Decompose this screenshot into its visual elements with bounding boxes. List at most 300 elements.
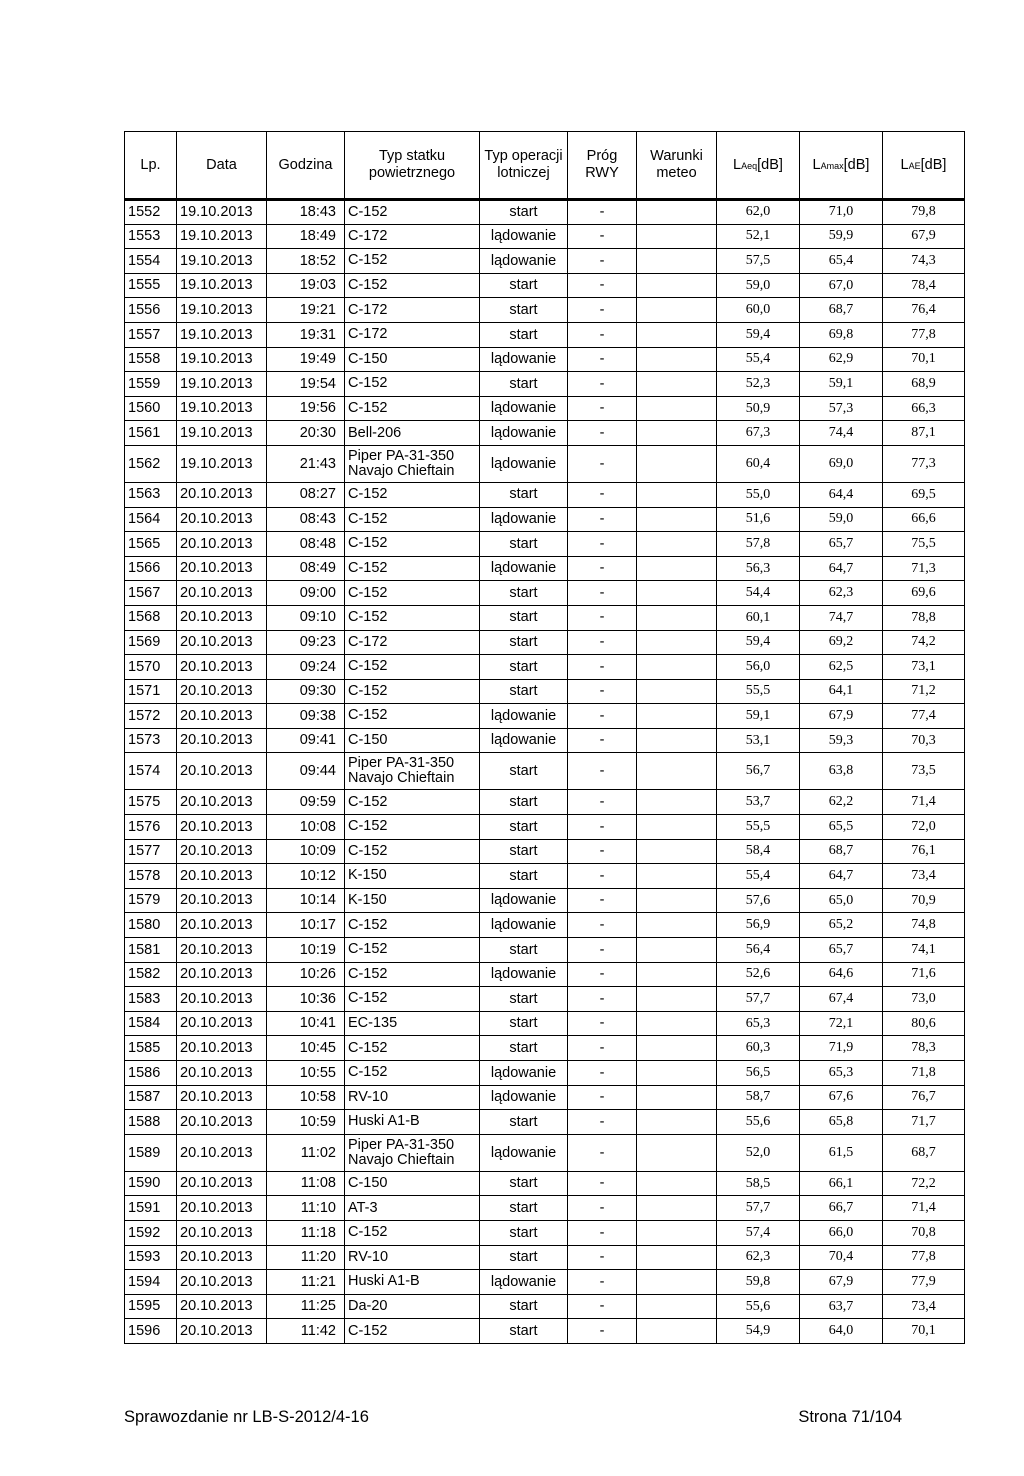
cell-data: 19.10.2013	[177, 445, 267, 482]
cell-prog-rwy: -	[568, 888, 637, 913]
table-row	[125, 1085, 965, 1110]
cell-typ-operacji: start	[480, 938, 568, 963]
cell-typ-operacji: start	[480, 987, 568, 1012]
cell-godzina: 10:45	[267, 1036, 345, 1061]
cell-laeq: 57,6	[717, 888, 800, 913]
cell-lae: 71,2	[883, 679, 965, 704]
cell-data: 19.10.2013	[177, 200, 267, 225]
cell-lae: 70,1	[883, 1319, 965, 1344]
cell-typ-statku: Piper PA-31-350 Navajo Chieftain	[345, 753, 480, 790]
cell-godzina: 09:41	[267, 728, 345, 753]
cell-typ-statku: C-172	[345, 298, 480, 323]
cell-godzina: 20:30	[267, 421, 345, 446]
cell-laeq: 59,8	[717, 1270, 800, 1295]
cell-typ-operacji: lądowanie	[480, 224, 568, 249]
header-warunki-meteo: Warunki meteo	[637, 132, 717, 200]
cell-laeq: 60,0	[717, 298, 800, 323]
table-row	[125, 421, 965, 446]
cell-lae: 71,7	[883, 1110, 965, 1135]
cell-prog-rwy: -	[568, 1085, 637, 1110]
table-row	[125, 200, 965, 225]
cell-lamax: 69,8	[800, 322, 883, 347]
cell-typ-operacji: start	[480, 1036, 568, 1061]
cell-lamax: 66,1	[800, 1171, 883, 1196]
cell-prog-rwy: -	[568, 1245, 637, 1270]
cell-lamax: 65,8	[800, 1110, 883, 1135]
cell-warunki-meteo	[637, 1245, 717, 1270]
cell-typ-statku: C-152	[345, 605, 480, 630]
cell-data: 20.10.2013	[177, 704, 267, 729]
cell-typ-operacji: lądowanie	[480, 347, 568, 372]
table-row	[125, 728, 965, 753]
table-row	[125, 322, 965, 347]
cell-prog-rwy: -	[568, 1220, 637, 1245]
cell-typ-statku: RV-10	[345, 1085, 480, 1110]
cell-lamax: 59,9	[800, 224, 883, 249]
cell-typ-statku: C-152	[345, 987, 480, 1012]
cell-typ-operacji: lądowanie	[480, 728, 568, 753]
cell-lamax: 62,9	[800, 347, 883, 372]
cell-lamax: 63,8	[800, 753, 883, 790]
cell-lp: 1560	[125, 396, 177, 421]
header-typ-statku: Typ statku powietrznego	[345, 132, 480, 200]
cell-warunki-meteo	[637, 224, 717, 249]
cell-data: 20.10.2013	[177, 1294, 267, 1319]
cell-warunki-meteo	[637, 655, 717, 680]
cell-lp: 1575	[125, 790, 177, 815]
cell-godzina: 10:14	[267, 888, 345, 913]
cell-laeq: 54,4	[717, 581, 800, 606]
cell-godzina: 10:08	[267, 815, 345, 840]
header-lp: Lp.	[125, 132, 177, 200]
cell-godzina: 09:30	[267, 679, 345, 704]
cell-lp: 1581	[125, 938, 177, 963]
cell-data: 20.10.2013	[177, 790, 267, 815]
cell-lamax: 67,9	[800, 704, 883, 729]
cell-typ-operacji: start	[480, 273, 568, 298]
cell-lp: 1591	[125, 1196, 177, 1221]
cell-typ-operacji: lądowanie	[480, 445, 568, 482]
cell-lp: 1595	[125, 1294, 177, 1319]
cell-laeq: 56,7	[717, 753, 800, 790]
cell-lp: 1592	[125, 1220, 177, 1245]
cell-godzina: 09:38	[267, 704, 345, 729]
cell-lae: 78,4	[883, 273, 965, 298]
cell-typ-operacji: lądowanie	[480, 396, 568, 421]
cell-lamax: 65,2	[800, 913, 883, 938]
cell-prog-rwy: -	[568, 556, 637, 581]
cell-lp: 1569	[125, 630, 177, 655]
cell-godzina: 08:48	[267, 532, 345, 557]
cell-prog-rwy: -	[568, 273, 637, 298]
cell-typ-statku: C-172	[345, 224, 480, 249]
cell-typ-operacji: start	[480, 482, 568, 507]
cell-prog-rwy: -	[568, 224, 637, 249]
cell-laeq: 60,1	[717, 605, 800, 630]
cell-lp: 1564	[125, 507, 177, 532]
cell-lamax: 66,0	[800, 1220, 883, 1245]
cell-prog-rwy: -	[568, 987, 637, 1012]
cell-lamax: 62,5	[800, 655, 883, 680]
cell-lp: 1574	[125, 753, 177, 790]
header-data: Data	[177, 132, 267, 200]
cell-laeq: 52,3	[717, 372, 800, 397]
cell-typ-operacji: start	[480, 200, 568, 225]
cell-laeq: 57,7	[717, 1196, 800, 1221]
table-row	[125, 938, 965, 963]
cell-warunki-meteo	[637, 1134, 717, 1171]
cell-typ-statku: C-152	[345, 655, 480, 680]
table-row	[125, 1134, 965, 1171]
cell-data: 19.10.2013	[177, 421, 267, 446]
table-row	[125, 704, 965, 729]
cell-warunki-meteo	[637, 704, 717, 729]
cell-warunki-meteo	[637, 1270, 717, 1295]
cell-data: 20.10.2013	[177, 913, 267, 938]
cell-warunki-meteo	[637, 507, 717, 532]
cell-warunki-meteo	[637, 753, 717, 790]
cell-typ-operacji: start	[480, 790, 568, 815]
cell-lae: 74,3	[883, 249, 965, 274]
cell-data: 20.10.2013	[177, 888, 267, 913]
cell-lamax: 64,4	[800, 482, 883, 507]
cell-laeq: 59,0	[717, 273, 800, 298]
cell-lp: 1568	[125, 605, 177, 630]
cell-godzina: 08:43	[267, 507, 345, 532]
cell-lamax: 67,9	[800, 1270, 883, 1295]
cell-laeq: 56,3	[717, 556, 800, 581]
table-row	[125, 630, 965, 655]
cell-laeq: 57,4	[717, 1220, 800, 1245]
cell-typ-statku: C-172	[345, 630, 480, 655]
cell-warunki-meteo	[637, 1220, 717, 1245]
cell-lae: 74,2	[883, 630, 965, 655]
cell-warunki-meteo	[637, 839, 717, 864]
table-row	[125, 1319, 965, 1344]
cell-typ-statku: K-150	[345, 888, 480, 913]
header-lae-unit: [dB]	[920, 156, 947, 173]
cell-typ-statku: C-152	[345, 581, 480, 606]
cell-lae: 72,2	[883, 1171, 965, 1196]
cell-typ-statku: Piper PA-31-350 Navajo Chieftain	[345, 445, 480, 482]
cell-data: 20.10.2013	[177, 532, 267, 557]
header-lamax	[800, 132, 883, 200]
cell-typ-operacji: start	[480, 839, 568, 864]
cell-godzina: 21:43	[267, 445, 345, 482]
cell-godzina: 10:19	[267, 938, 345, 963]
cell-godzina: 09:24	[267, 655, 345, 680]
header-lae	[883, 132, 965, 200]
cell-prog-rwy: -	[568, 1061, 637, 1086]
table-row	[125, 655, 965, 680]
cell-laeq: 54,9	[717, 1319, 800, 1344]
page-number: Strona 71/104	[798, 1408, 902, 1426]
report-number: Sprawozdanie nr LB-S-2012/4-16	[124, 1408, 369, 1426]
cell-lae: 73,4	[883, 1294, 965, 1319]
cell-laeq: 67,3	[717, 421, 800, 446]
cell-warunki-meteo	[637, 679, 717, 704]
cell-data: 19.10.2013	[177, 249, 267, 274]
noise-measurement-table	[124, 131, 965, 1344]
cell-godzina: 19:49	[267, 347, 345, 372]
cell-lae: 71,4	[883, 790, 965, 815]
table-row	[125, 581, 965, 606]
cell-lp: 1562	[125, 445, 177, 482]
cell-data: 20.10.2013	[177, 1270, 267, 1295]
cell-typ-operacji: start	[480, 322, 568, 347]
cell-warunki-meteo	[637, 581, 717, 606]
cell-laeq: 55,5	[717, 815, 800, 840]
cell-godzina: 09:59	[267, 790, 345, 815]
cell-prog-rwy: -	[568, 728, 637, 753]
cell-lae: 68,7	[883, 1134, 965, 1171]
header-lamax-main: L	[812, 156, 821, 173]
cell-laeq: 59,4	[717, 322, 800, 347]
cell-prog-rwy: -	[568, 1319, 637, 1344]
table-row	[125, 1220, 965, 1245]
cell-laeq: 57,5	[717, 249, 800, 274]
cell-data: 20.10.2013	[177, 605, 267, 630]
cell-prog-rwy: -	[568, 753, 637, 790]
table-row	[125, 839, 965, 864]
table-row	[125, 249, 965, 274]
cell-data: 19.10.2013	[177, 224, 267, 249]
cell-laeq: 52,6	[717, 962, 800, 987]
cell-data: 19.10.2013	[177, 322, 267, 347]
cell-lae: 72,0	[883, 815, 965, 840]
cell-laeq: 52,1	[717, 224, 800, 249]
cell-lamax: 59,0	[800, 507, 883, 532]
cell-godzina: 19:56	[267, 396, 345, 421]
cell-warunki-meteo	[637, 556, 717, 581]
cell-lamax: 71,0	[800, 200, 883, 225]
cell-typ-statku: C-152	[345, 532, 480, 557]
cell-lp: 1554	[125, 249, 177, 274]
cell-prog-rwy: -	[568, 1171, 637, 1196]
cell-typ-statku: Piper PA-31-350 Navajo Chieftain	[345, 1134, 480, 1171]
cell-warunki-meteo	[637, 728, 717, 753]
cell-typ-operacji: start	[480, 1220, 568, 1245]
table-row	[125, 753, 965, 790]
cell-laeq: 52,0	[717, 1134, 800, 1171]
cell-data: 20.10.2013	[177, 728, 267, 753]
cell-lae: 71,4	[883, 1196, 965, 1221]
cell-laeq: 56,9	[717, 913, 800, 938]
cell-warunki-meteo	[637, 421, 717, 446]
cell-warunki-meteo	[637, 1011, 717, 1036]
cell-lae: 76,1	[883, 839, 965, 864]
cell-lae: 73,4	[883, 864, 965, 889]
cell-typ-statku: K-150	[345, 864, 480, 889]
cell-prog-rwy: -	[568, 347, 637, 372]
cell-data: 20.10.2013	[177, 938, 267, 963]
cell-lae: 70,3	[883, 728, 965, 753]
cell-lae: 77,8	[883, 1245, 965, 1270]
cell-typ-statku: Bell-206	[345, 421, 480, 446]
cell-warunki-meteo	[637, 790, 717, 815]
cell-prog-rwy: -	[568, 298, 637, 323]
cell-prog-rwy: -	[568, 679, 637, 704]
cell-warunki-meteo	[637, 1085, 717, 1110]
cell-typ-operacji: start	[480, 815, 568, 840]
cell-typ-operacji: lądowanie	[480, 1134, 568, 1171]
cell-lp: 1573	[125, 728, 177, 753]
cell-godzina: 11:21	[267, 1270, 345, 1295]
cell-data: 20.10.2013	[177, 1196, 267, 1221]
cell-godzina: 19:31	[267, 322, 345, 347]
header-lae-sub: AE	[908, 160, 921, 171]
cell-warunki-meteo	[637, 445, 717, 482]
table-row	[125, 1110, 965, 1135]
header-laeq-main: L	[733, 156, 742, 173]
table-body	[125, 200, 965, 1344]
table-row	[125, 347, 965, 372]
cell-laeq: 51,6	[717, 507, 800, 532]
cell-data: 20.10.2013	[177, 1319, 267, 1344]
cell-typ-statku: C-152	[345, 396, 480, 421]
header-laeq-unit: [dB]	[757, 156, 783, 173]
cell-lp: 1553	[125, 224, 177, 249]
cell-laeq: 55,6	[717, 1294, 800, 1319]
cell-godzina: 18:49	[267, 224, 345, 249]
cell-prog-rwy: -	[568, 704, 637, 729]
cell-laeq: 60,4	[717, 445, 800, 482]
cell-typ-statku: C-172	[345, 322, 480, 347]
table-header-row	[125, 132, 965, 200]
cell-lae: 79,8	[883, 200, 965, 225]
cell-lamax: 64,0	[800, 1319, 883, 1344]
cell-lp: 1563	[125, 482, 177, 507]
cell-warunki-meteo	[637, 938, 717, 963]
cell-prog-rwy: -	[568, 864, 637, 889]
cell-typ-statku: C-152	[345, 1061, 480, 1086]
table-row	[125, 888, 965, 913]
header-lae-main: L	[900, 156, 909, 173]
cell-data: 20.10.2013	[177, 655, 267, 680]
cell-lae: 77,3	[883, 445, 965, 482]
cell-lae: 73,0	[883, 987, 965, 1012]
cell-data: 20.10.2013	[177, 1085, 267, 1110]
cell-laeq: 55,4	[717, 864, 800, 889]
cell-lae: 67,9	[883, 224, 965, 249]
cell-data: 20.10.2013	[177, 839, 267, 864]
cell-lae: 75,5	[883, 532, 965, 557]
cell-laeq: 50,9	[717, 396, 800, 421]
table-row	[125, 372, 965, 397]
header-laeq-sub: Aeq	[741, 160, 758, 171]
cell-typ-statku: C-152	[345, 679, 480, 704]
cell-prog-rwy: -	[568, 421, 637, 446]
cell-lp: 1596	[125, 1319, 177, 1344]
table-row	[125, 298, 965, 323]
cell-godzina: 08:49	[267, 556, 345, 581]
cell-data: 20.10.2013	[177, 1171, 267, 1196]
cell-lp: 1559	[125, 372, 177, 397]
cell-godzina: 09:23	[267, 630, 345, 655]
cell-laeq: 53,7	[717, 790, 800, 815]
cell-godzina: 11:02	[267, 1134, 345, 1171]
cell-lp: 1552	[125, 200, 177, 225]
header-prog-rwy: Próg RWY	[568, 132, 637, 200]
table-row	[125, 864, 965, 889]
cell-laeq: 56,4	[717, 938, 800, 963]
cell-typ-operacji: lądowanie	[480, 962, 568, 987]
cell-laeq: 55,0	[717, 482, 800, 507]
cell-data: 20.10.2013	[177, 679, 267, 704]
cell-lp: 1589	[125, 1134, 177, 1171]
cell-godzina: 11:08	[267, 1171, 345, 1196]
cell-lp: 1566	[125, 556, 177, 581]
cell-typ-operacji: start	[480, 298, 568, 323]
cell-warunki-meteo	[637, 962, 717, 987]
cell-typ-operacji: start	[480, 581, 568, 606]
cell-lamax: 67,0	[800, 273, 883, 298]
cell-data: 20.10.2013	[177, 864, 267, 889]
cell-godzina: 09:44	[267, 753, 345, 790]
cell-laeq: 53,1	[717, 728, 800, 753]
cell-lamax: 64,7	[800, 864, 883, 889]
cell-lp: 1588	[125, 1110, 177, 1135]
cell-lae: 80,6	[883, 1011, 965, 1036]
cell-typ-operacji: lądowanie	[480, 704, 568, 729]
header-godzina: Godzina	[267, 132, 345, 200]
cell-laeq: 62,0	[717, 200, 800, 225]
cell-prog-rwy: -	[568, 839, 637, 864]
table-row	[125, 1245, 965, 1270]
cell-laeq: 56,5	[717, 1061, 800, 1086]
cell-warunki-meteo	[637, 1294, 717, 1319]
cell-godzina: 18:43	[267, 200, 345, 225]
header-lamax-unit: [dB]	[843, 156, 870, 173]
cell-warunki-meteo	[637, 1110, 717, 1135]
cell-typ-operacji: start	[480, 864, 568, 889]
cell-warunki-meteo	[637, 482, 717, 507]
cell-godzina: 19:21	[267, 298, 345, 323]
cell-prog-rwy: -	[568, 372, 637, 397]
cell-typ-operacji: lądowanie	[480, 1085, 568, 1110]
cell-laeq: 59,1	[717, 704, 800, 729]
cell-lp: 1585	[125, 1036, 177, 1061]
cell-warunki-meteo	[637, 987, 717, 1012]
cell-typ-statku: C-152	[345, 839, 480, 864]
cell-lp: 1582	[125, 962, 177, 987]
cell-lamax: 59,1	[800, 372, 883, 397]
cell-typ-statku: C-150	[345, 1171, 480, 1196]
cell-godzina: 09:10	[267, 605, 345, 630]
cell-typ-operacji: lądowanie	[480, 888, 568, 913]
cell-lamax: 72,1	[800, 1011, 883, 1036]
cell-prog-rwy: -	[568, 581, 637, 606]
cell-typ-statku: RV-10	[345, 1245, 480, 1270]
cell-typ-statku: C-152	[345, 273, 480, 298]
cell-lamax: 65,4	[800, 249, 883, 274]
cell-typ-operacji: start	[480, 1196, 568, 1221]
cell-warunki-meteo	[637, 532, 717, 557]
cell-warunki-meteo	[637, 864, 717, 889]
cell-lamax: 65,7	[800, 532, 883, 557]
cell-typ-operacji: lądowanie	[480, 249, 568, 274]
cell-lae: 87,1	[883, 421, 965, 446]
cell-godzina: 11:20	[267, 1245, 345, 1270]
cell-lamax: 68,7	[800, 298, 883, 323]
cell-lae: 77,4	[883, 704, 965, 729]
cell-lp: 1565	[125, 532, 177, 557]
cell-warunki-meteo	[637, 372, 717, 397]
cell-warunki-meteo	[637, 273, 717, 298]
cell-typ-statku: Da-20	[345, 1294, 480, 1319]
cell-lamax: 69,2	[800, 630, 883, 655]
cell-lae: 71,6	[883, 962, 965, 987]
